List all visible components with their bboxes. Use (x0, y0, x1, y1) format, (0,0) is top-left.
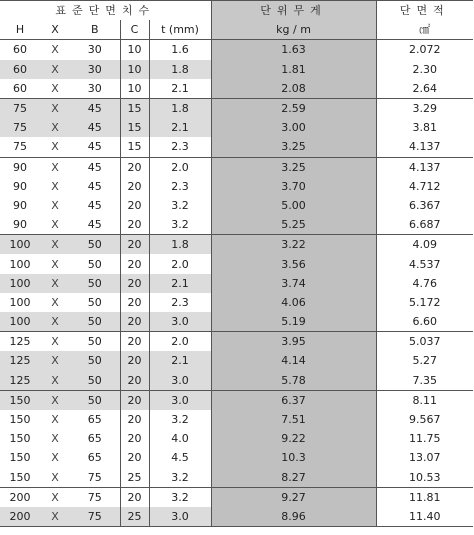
cell-c: 20 (120, 177, 149, 196)
cell-area: 3.29 (376, 98, 473, 118)
cell-weight: 3.22 (211, 235, 376, 255)
cell-h: 60 (13, 81, 27, 95)
cell-c: 20 (120, 332, 149, 352)
cell-t: 3.2 (149, 215, 211, 235)
cell-weight: 10.3 (211, 448, 376, 467)
cell-b: 50 (70, 390, 120, 410)
cell-h: 75 (0, 98, 40, 118)
cell-c: 20 (120, 215, 149, 235)
cell-c: 20 (120, 410, 149, 429)
cell-c: 20 (120, 390, 149, 410)
table-row (0, 79, 473, 99)
cell-t: 1.6 (149, 40, 211, 60)
cell-b: 50 (70, 351, 120, 370)
header-unit-weight: 단위무게 (211, 1, 376, 21)
cell-t: 2.3 (149, 177, 211, 196)
table-row (0, 351, 473, 370)
cell-c: 20 (120, 429, 149, 448)
cell-b: 45 (70, 137, 120, 157)
cell-weight: 1.81 (211, 60, 376, 79)
table-row (0, 507, 473, 527)
cell-b: 50 (70, 254, 120, 273)
cell-t: 1.8 (149, 60, 211, 79)
cell-h: 150 (9, 470, 31, 484)
cell-area: 13.07 (376, 448, 473, 467)
cell-area: 6.687 (376, 215, 473, 235)
table-row (0, 254, 473, 273)
cell-weight: 2.59 (211, 98, 376, 118)
table-row (0, 429, 473, 448)
cell-area: 4.712 (376, 177, 473, 196)
cell-weight: 3.95 (211, 332, 376, 352)
cell-c: 20 (120, 196, 149, 215)
cell-area: 4.09 (376, 235, 473, 255)
cell-b: 30 (70, 79, 120, 99)
cell-x: X (51, 451, 59, 465)
cell-t: 2.3 (149, 293, 211, 312)
cell-b: 45 (70, 177, 120, 196)
table-row (0, 468, 473, 488)
cell-x: X (40, 157, 70, 177)
cell-h: 100 (9, 295, 31, 309)
cell-h: 75 (13, 140, 27, 154)
cell-x: X (51, 432, 59, 446)
table-row (0, 60, 473, 79)
cell-weight: 5.25 (211, 215, 376, 235)
cell-b: 75 (70, 468, 120, 488)
cell-c: 20 (120, 293, 149, 312)
cell-weight: 5.78 (211, 371, 376, 391)
table-row (0, 196, 473, 215)
cell-t: 3.0 (149, 371, 211, 391)
cell-weight: 3.56 (211, 254, 376, 273)
cell-t: 1.8 (149, 235, 211, 255)
cell-x: X (51, 179, 59, 193)
cell-x: X (51, 218, 59, 232)
cell-weight: 9.22 (211, 429, 376, 448)
cell-area: 2.64 (376, 79, 473, 99)
cell-b: 30 (70, 60, 120, 79)
cell-c: 25 (120, 468, 149, 488)
cell-x: X (51, 257, 59, 271)
cell-weight: 3.74 (211, 274, 376, 293)
cell-h: 100 (0, 274, 40, 293)
table-row (0, 177, 473, 196)
cell-t: 2.1 (149, 79, 211, 99)
cell-h: 125 (0, 351, 40, 370)
table-body (0, 40, 473, 527)
cell-x: X (40, 332, 70, 352)
cell-area: 5.037 (376, 332, 473, 352)
cell-area: 2.30 (376, 60, 473, 79)
cell-b: 50 (70, 371, 120, 391)
cell-b: 65 (70, 429, 120, 448)
table-row (0, 487, 473, 507)
cell-b: 50 (70, 312, 120, 332)
header-row-main (0, 1, 473, 21)
cell-c: 15 (120, 118, 149, 137)
cell-h: 200 (0, 507, 40, 527)
cell-t: 3.2 (149, 487, 211, 507)
cell-t: 4.5 (149, 448, 211, 467)
table-row (0, 157, 473, 177)
cell-weight: 6.37 (211, 390, 376, 410)
cell-b: 50 (70, 235, 120, 255)
cell-b: 45 (70, 157, 120, 177)
subheader-weight-unit: kg / m (211, 20, 376, 40)
cell-weight: 5.00 (211, 196, 376, 215)
cell-weight: 9.27 (211, 487, 376, 507)
cell-area: 11.81 (376, 487, 473, 507)
cell-area: 10.53 (376, 468, 473, 488)
header-section-area: 단면적 (376, 1, 473, 21)
subheader-c: C (120, 20, 149, 40)
cell-b: 75 (70, 507, 120, 527)
cell-x: X (40, 487, 70, 507)
header-standard-dimensions: 표준단면치수 (0, 1, 211, 21)
cell-h: 150 (9, 432, 31, 446)
subheader-t: t (mm) (149, 20, 211, 40)
cell-h: 150 (0, 390, 40, 410)
cell-b: 75 (70, 487, 120, 507)
cell-x: X (40, 98, 70, 118)
cell-area: 4.537 (376, 254, 473, 273)
cell-x: X (51, 413, 59, 427)
table-row (0, 40, 473, 60)
cell-h: 90 (0, 157, 40, 177)
cell-weight: 4.14 (211, 351, 376, 370)
cell-b: 65 (70, 448, 120, 467)
cell-c: 10 (120, 40, 149, 60)
subheader-h: H (0, 20, 40, 40)
table-row (0, 312, 473, 332)
cell-weight: 3.25 (211, 137, 376, 157)
cell-t: 2.0 (149, 332, 211, 352)
cell-x: X (40, 60, 70, 79)
cell-c: 20 (120, 351, 149, 370)
cell-t: 2.1 (149, 118, 211, 137)
table-row (0, 137, 473, 157)
cell-c: 10 (120, 79, 149, 99)
cell-h: 150 (9, 413, 31, 427)
cell-area: 11.75 (376, 429, 473, 448)
cell-c: 20 (120, 235, 149, 255)
cell-x: X (40, 235, 70, 255)
cell-area: 4.137 (376, 157, 473, 177)
cell-weight: 3.00 (211, 118, 376, 137)
cell-area: 2.072 (376, 40, 473, 60)
cell-area: 6.367 (376, 196, 473, 215)
cell-h: 90 (13, 218, 27, 232)
cell-h: 60 (0, 60, 40, 79)
cell-t: 3.0 (149, 312, 211, 332)
subheader-x: X (40, 20, 70, 40)
cell-area: 5.27 (376, 351, 473, 370)
subheader-b: B (70, 20, 120, 40)
cell-c: 20 (120, 371, 149, 391)
cell-c: 20 (120, 254, 149, 273)
cell-b: 65 (70, 410, 120, 429)
table-row (0, 410, 473, 429)
cell-b: 50 (70, 332, 120, 352)
cell-h: 100 (9, 257, 31, 271)
subheader-area-unit: ㎠ (376, 20, 473, 40)
cell-x: X (40, 390, 70, 410)
cell-b: 50 (70, 293, 120, 312)
table-row (0, 293, 473, 312)
cell-x: X (51, 140, 59, 154)
cell-t: 3.2 (149, 410, 211, 429)
cell-x: X (51, 198, 59, 212)
cell-h: 75 (0, 118, 40, 137)
cell-c: 15 (120, 137, 149, 157)
cell-weight: 3.70 (211, 177, 376, 196)
cell-b: 45 (70, 98, 120, 118)
cell-x: X (51, 470, 59, 484)
cell-area: 4.137 (376, 137, 473, 157)
cell-t: 2.0 (149, 157, 211, 177)
table-row (0, 448, 473, 467)
cell-weight: 8.27 (211, 468, 376, 488)
cell-h: 150 (9, 451, 31, 465)
cell-b: 45 (70, 118, 120, 137)
cell-h: 100 (0, 235, 40, 255)
cell-t: 3.2 (149, 468, 211, 488)
table-row (0, 235, 473, 255)
cell-t: 2.0 (149, 254, 211, 273)
cell-c: 20 (120, 157, 149, 177)
cell-area: 6.60 (376, 312, 473, 332)
cell-b: 45 (70, 196, 120, 215)
cell-x: X (51, 43, 59, 57)
cell-x: X (51, 81, 59, 95)
table-row (0, 98, 473, 118)
cell-area: 3.81 (376, 118, 473, 137)
cell-area: 8.11 (376, 390, 473, 410)
cell-weight: 3.25 (211, 157, 376, 177)
cell-h: 60 (13, 43, 27, 57)
cell-t: 2.3 (149, 137, 211, 157)
cell-x: X (40, 312, 70, 332)
cell-weight: 4.06 (211, 293, 376, 312)
cell-h: 125 (0, 371, 40, 391)
cell-c: 20 (120, 487, 149, 507)
cell-area: 9.567 (376, 410, 473, 429)
cell-t: 3.0 (149, 507, 211, 527)
cell-c: 15 (120, 98, 149, 118)
cell-h: 200 (0, 487, 40, 507)
cell-h: 90 (13, 179, 27, 193)
cell-c: 25 (120, 507, 149, 527)
cell-x: X (40, 274, 70, 293)
cell-h: 100 (0, 312, 40, 332)
cell-h: 125 (0, 332, 40, 352)
table-row (0, 332, 473, 352)
cell-t: 1.8 (149, 98, 211, 118)
cell-weight: 7.51 (211, 410, 376, 429)
table-row (0, 371, 473, 391)
table-row (0, 118, 473, 137)
cell-x: X (40, 507, 70, 527)
cell-c: 20 (120, 274, 149, 293)
cell-weight: 8.96 (211, 507, 376, 527)
cell-weight: 5.19 (211, 312, 376, 332)
cell-b: 50 (70, 274, 120, 293)
cell-x: X (40, 371, 70, 391)
cell-area: 11.40 (376, 507, 473, 527)
cell-t: 4.0 (149, 429, 211, 448)
cell-x: X (51, 295, 59, 309)
cell-area: 5.172 (376, 293, 473, 312)
cell-c: 10 (120, 60, 149, 79)
cell-h: 90 (13, 198, 27, 212)
cell-weight: 2.08 (211, 79, 376, 99)
cell-t: 3.0 (149, 390, 211, 410)
cell-area: 4.76 (376, 274, 473, 293)
cell-weight: 1.63 (211, 40, 376, 60)
header-row-sub (0, 20, 473, 40)
cell-x: X (40, 351, 70, 370)
table-row (0, 390, 473, 410)
cell-x: X (40, 118, 70, 137)
cell-c: 20 (120, 448, 149, 467)
cell-b: 30 (70, 40, 120, 60)
cell-area: 7.35 (376, 371, 473, 391)
table-row (0, 274, 473, 293)
cell-c: 20 (120, 312, 149, 332)
cell-t: 2.1 (149, 274, 211, 293)
table-row (0, 215, 473, 235)
cell-t: 2.1 (149, 351, 211, 370)
cell-b: 45 (70, 215, 120, 235)
cell-t: 3.2 (149, 196, 211, 215)
